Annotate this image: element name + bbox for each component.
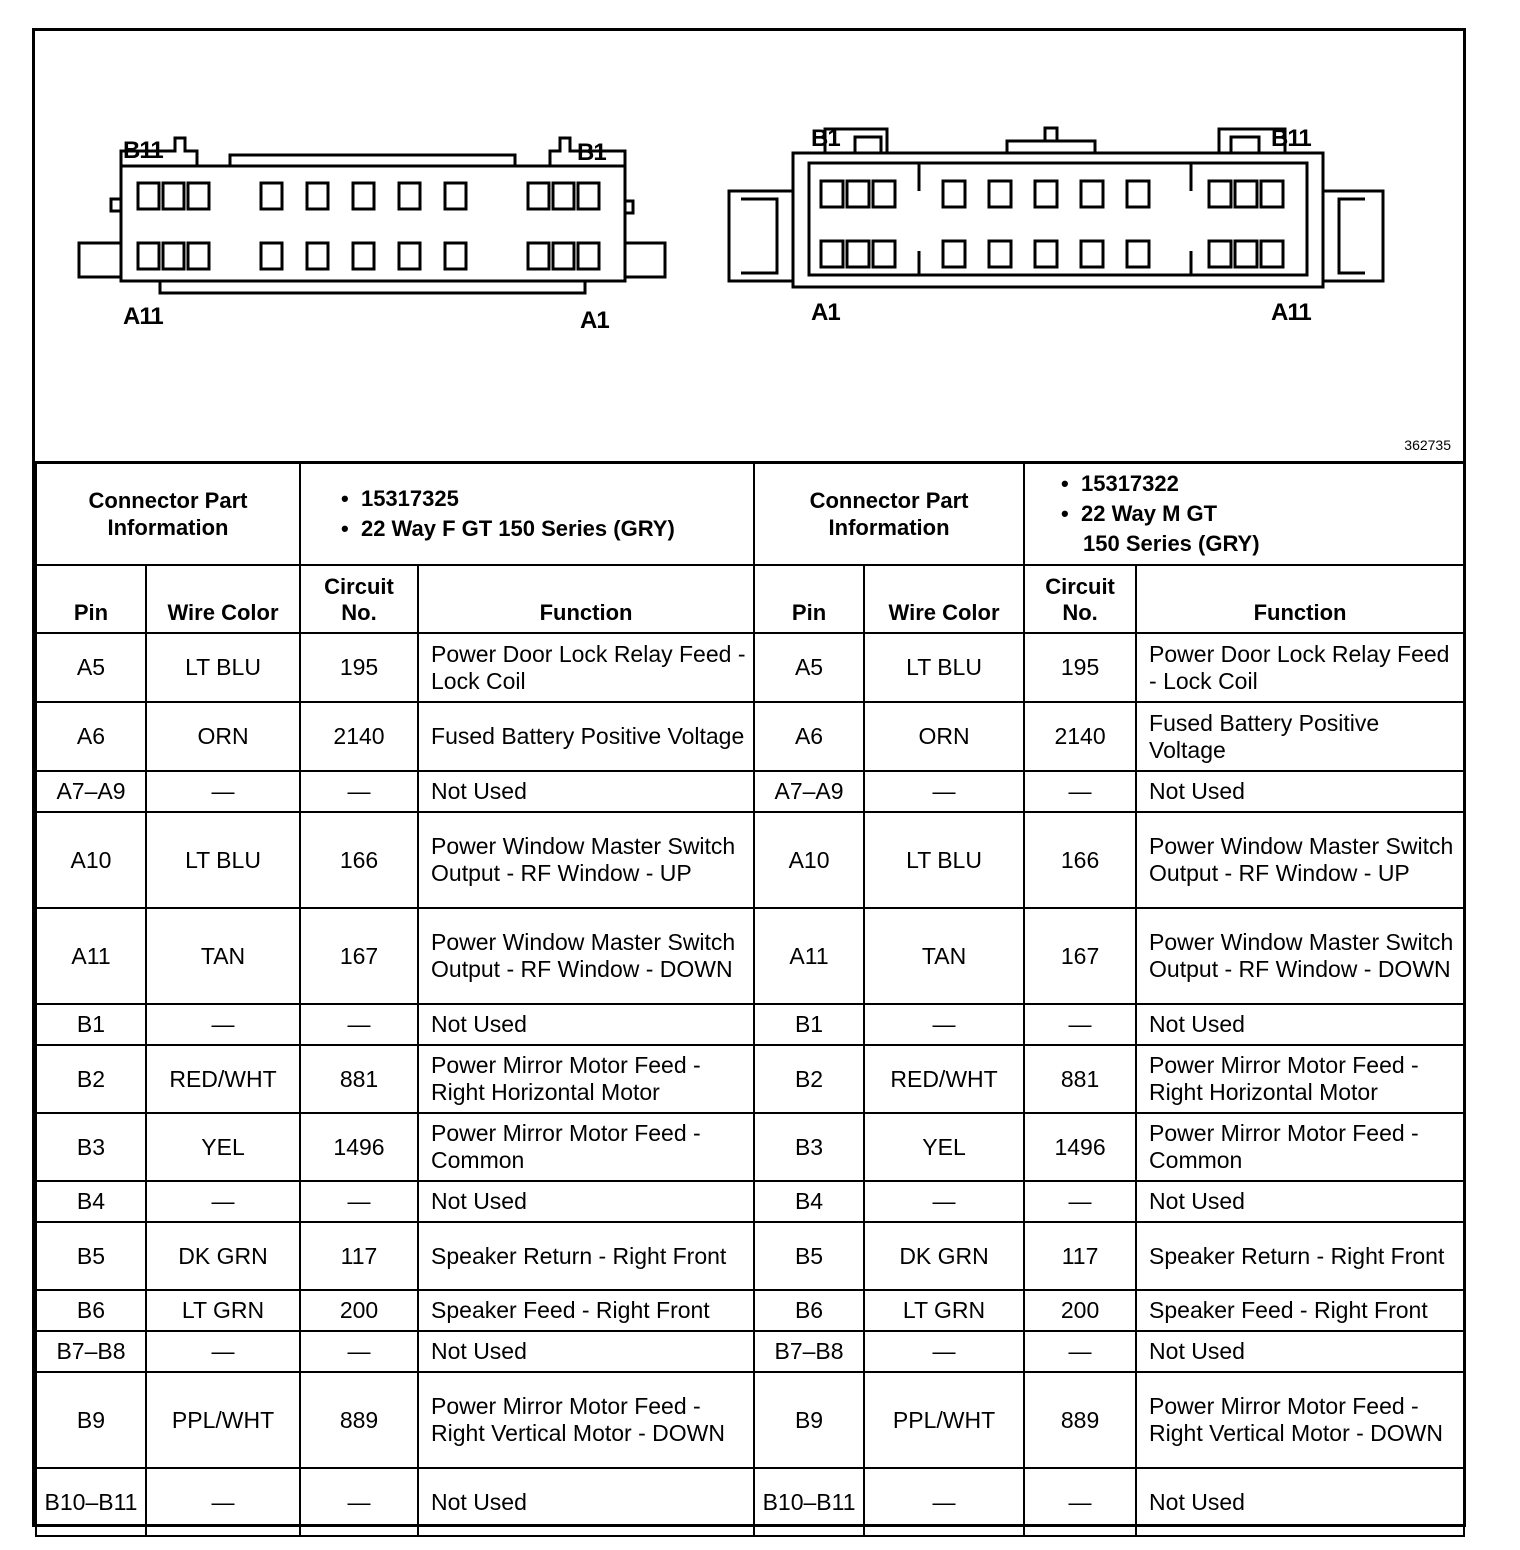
right-part-description-2: 150 Series (GRY) bbox=[1083, 530, 1260, 556]
left-pin-cell: B5 bbox=[36, 1222, 146, 1290]
pinout-sheet bbox=[32, 28, 1466, 1527]
left-wire-cell: DK GRN bbox=[146, 1222, 300, 1290]
connector-cavity bbox=[445, 183, 466, 209]
left-wire-cell: LT GRN bbox=[146, 1290, 300, 1331]
connector-cavity bbox=[847, 181, 869, 207]
left-pin-cell: B10–B11 bbox=[36, 1468, 146, 1536]
connector-cavity bbox=[821, 181, 843, 207]
right-part-number: 15317322 bbox=[1080, 470, 1179, 496]
connector-cavity bbox=[1209, 241, 1231, 267]
left-pin-cell: A6 bbox=[36, 702, 146, 771]
connector-cavity bbox=[821, 241, 843, 267]
right-wire-cell: LT GRN bbox=[864, 1290, 1024, 1331]
right-circuit-cell: 881 bbox=[1024, 1045, 1136, 1113]
left-connector-cavities bbox=[138, 183, 599, 269]
right-pin-header: Pin bbox=[754, 565, 864, 633]
left-wire-cell: — bbox=[146, 1331, 300, 1372]
left-circuit-cell: — bbox=[300, 1004, 418, 1045]
left-function-cell: Not Used bbox=[418, 1468, 754, 1536]
right-function-cell: Power Window Master Switch Output - RF Window - UP bbox=[1136, 812, 1464, 908]
right-function-cell: Power Mirror Motor Feed - Common bbox=[1136, 1113, 1464, 1181]
left-pin-cell: A10 bbox=[36, 812, 146, 908]
left-bottom-left-label: A11 bbox=[123, 303, 163, 330]
right-wire-cell: DK GRN bbox=[864, 1222, 1024, 1290]
table-row bbox=[36, 1372, 1464, 1468]
right-wire-cell: LT BLU bbox=[864, 633, 1024, 702]
right-function-header: Function bbox=[1136, 565, 1464, 633]
connector-cavity bbox=[163, 183, 184, 209]
connector-cavity bbox=[553, 183, 574, 209]
right-wire-cell: — bbox=[864, 1468, 1024, 1536]
right-pin-cell: B9 bbox=[754, 1372, 864, 1468]
left-function-cell: Not Used bbox=[418, 771, 754, 812]
right-wire-cell: — bbox=[864, 1331, 1024, 1372]
table-row bbox=[36, 1290, 1464, 1331]
left-circuit-cell: 881 bbox=[300, 1045, 418, 1113]
connector-cavity bbox=[1081, 181, 1103, 207]
connector-cavity bbox=[138, 243, 159, 269]
left-function-cell: Not Used bbox=[418, 1331, 754, 1372]
left-pin-cell: B1 bbox=[36, 1004, 146, 1045]
left-part-description: 22 Way F GT 150 Series (GRY) bbox=[360, 515, 675, 541]
right-function-cell: Speaker Return - Right Front bbox=[1136, 1222, 1464, 1290]
right-function-cell: Not Used bbox=[1136, 771, 1464, 812]
right-bottom-right-label: A11 bbox=[1271, 299, 1311, 326]
right-wire-cell: — bbox=[864, 1181, 1024, 1222]
left-wire-cell: RED/WHT bbox=[146, 1045, 300, 1113]
left-pin-cell: B3 bbox=[36, 1113, 146, 1181]
connector-cavity bbox=[1261, 241, 1283, 267]
connector-cavity bbox=[353, 243, 374, 269]
connector-cavity bbox=[307, 243, 328, 269]
left-circuit-cell: 166 bbox=[300, 812, 418, 908]
figure-number: 362735 bbox=[1404, 437, 1451, 453]
right-circuit-cell: — bbox=[1024, 1468, 1136, 1536]
right-pin-cell: A7–A9 bbox=[754, 771, 864, 812]
right-pin-cell: B7–B8 bbox=[754, 1331, 864, 1372]
left-wire-cell: — bbox=[146, 1181, 300, 1222]
right-wire-cell: TAN bbox=[864, 908, 1024, 1004]
left-pin-cell: A7–A9 bbox=[36, 771, 146, 812]
connector-cavity bbox=[138, 183, 159, 209]
left-wire-cell: — bbox=[146, 771, 300, 812]
left-function-cell: Power Window Master Switch Output - RF Window - UP bbox=[418, 812, 754, 908]
connector-cavity bbox=[873, 181, 895, 207]
left-part-number: 15317325 bbox=[360, 485, 459, 511]
right-info-details: • 15317322 • 22 Way M GT 150 Series (GRY) bbox=[1024, 462, 1464, 565]
left-wire-cell: ORN bbox=[146, 702, 300, 771]
right-top-right-label: B11 bbox=[1271, 125, 1311, 152]
right-circuit-cell: 1496 bbox=[1024, 1113, 1136, 1181]
left-circuit-cell: 2140 bbox=[300, 702, 418, 771]
connector-cavity bbox=[163, 243, 184, 269]
connector-cavity bbox=[847, 241, 869, 267]
left-function-cell: Speaker Return - Right Front bbox=[418, 1222, 754, 1290]
connector-cavity bbox=[1127, 241, 1149, 267]
right-pin-cell: B1 bbox=[754, 1004, 864, 1045]
left-wire-cell: — bbox=[146, 1004, 300, 1045]
table-row bbox=[36, 1331, 1464, 1372]
connector-cavity bbox=[307, 183, 328, 209]
left-function-cell: Power Mirror Motor Feed - Common bbox=[418, 1113, 754, 1181]
connector-cavity bbox=[1235, 181, 1257, 207]
left-pin-cell: B6 bbox=[36, 1290, 146, 1331]
right-bottom-left-label: A1 bbox=[811, 299, 840, 326]
left-circuit-cell: 195 bbox=[300, 633, 418, 702]
left-circuit-cell: — bbox=[300, 1468, 418, 1536]
left-function-cell: Power Door Lock Relay Feed - Lock Coil bbox=[418, 633, 754, 702]
left-pin-header: Pin bbox=[36, 565, 146, 633]
left-info-label: Connector Part Information bbox=[36, 462, 300, 565]
column-header-row bbox=[36, 565, 1464, 633]
connector-cavity bbox=[943, 241, 965, 267]
right-pin-cell: B4 bbox=[754, 1181, 864, 1222]
left-wire-header: Wire Color bbox=[146, 565, 300, 633]
table-row bbox=[36, 812, 1464, 908]
table-row bbox=[36, 1222, 1464, 1290]
right-wire-cell: YEL bbox=[864, 1113, 1024, 1181]
connector-cavity bbox=[578, 243, 599, 269]
connector-cavity bbox=[578, 183, 599, 209]
right-connector-cavities bbox=[821, 181, 1283, 267]
left-function-header: Function bbox=[418, 565, 754, 633]
left-circuit-cell: 200 bbox=[300, 1290, 418, 1331]
left-wire-cell: — bbox=[146, 1468, 300, 1536]
left-wire-cell: LT BLU bbox=[146, 812, 300, 908]
connector-cavity bbox=[188, 183, 209, 209]
left-wire-cell: LT BLU bbox=[146, 633, 300, 702]
left-pin-cell: B4 bbox=[36, 1181, 146, 1222]
right-circuit-cell: 166 bbox=[1024, 812, 1136, 908]
left-pin-cell: B2 bbox=[36, 1045, 146, 1113]
connector-cavity bbox=[399, 183, 420, 209]
left-top-right-label: B1 bbox=[577, 139, 606, 166]
connector-drawings bbox=[35, 31, 1463, 461]
connector-cavity bbox=[399, 243, 420, 269]
right-part-description-1: 22 Way M GT bbox=[1080, 500, 1218, 526]
right-circuit-cell: 200 bbox=[1024, 1290, 1136, 1331]
left-wire-cell: TAN bbox=[146, 908, 300, 1004]
right-pin-cell: B10–B11 bbox=[754, 1468, 864, 1536]
right-function-cell: Power Mirror Motor Feed - Right Horizontal Motor bbox=[1136, 1045, 1464, 1113]
connector-cavity bbox=[445, 243, 466, 269]
connector-cavity bbox=[1081, 241, 1103, 267]
table-row bbox=[36, 771, 1464, 812]
left-function-cell: Not Used bbox=[418, 1004, 754, 1045]
table-row bbox=[36, 1045, 1464, 1113]
connector-cavity bbox=[989, 241, 1011, 267]
table-row bbox=[36, 702, 1464, 771]
table-row bbox=[36, 1181, 1464, 1222]
left-wire-cell: YEL bbox=[146, 1113, 300, 1181]
right-wire-cell: PPL/WHT bbox=[864, 1372, 1024, 1468]
right-pin-cell: B6 bbox=[754, 1290, 864, 1331]
left-circuit-cell: 167 bbox=[300, 908, 418, 1004]
left-circuit-cell: 117 bbox=[300, 1222, 418, 1290]
right-function-cell: Power Door Lock Relay Feed - Lock Coil bbox=[1136, 633, 1464, 702]
right-circuit-header: Circuit No. bbox=[1024, 565, 1136, 633]
right-function-cell: Power Mirror Motor Feed - Right Vertical Motor - DOWN bbox=[1136, 1372, 1464, 1468]
connector-cavity bbox=[1209, 181, 1231, 207]
connector-cavity bbox=[1235, 241, 1257, 267]
right-circuit-cell: — bbox=[1024, 1331, 1136, 1372]
left-function-cell: Power Window Master Switch Output - RF Window - DOWN bbox=[418, 908, 754, 1004]
connector-cavity bbox=[1261, 181, 1283, 207]
left-circuit-cell: 889 bbox=[300, 1372, 418, 1468]
right-wire-cell: — bbox=[864, 1004, 1024, 1045]
right-wire-cell: LT BLU bbox=[864, 812, 1024, 908]
connector-cavity bbox=[873, 241, 895, 267]
right-circuit-cell: 117 bbox=[1024, 1222, 1136, 1290]
right-circuit-cell: — bbox=[1024, 1181, 1136, 1222]
table-row bbox=[36, 908, 1464, 1004]
right-top-left-label: B1 bbox=[811, 125, 840, 152]
connector-cavity bbox=[989, 181, 1011, 207]
left-pin-cell: A5 bbox=[36, 633, 146, 702]
right-info-label: Connector Part Information bbox=[754, 462, 1024, 565]
right-pin-cell: B3 bbox=[754, 1113, 864, 1181]
left-circuit-cell: — bbox=[300, 1181, 418, 1222]
left-top-left-label: B11 bbox=[123, 137, 163, 164]
right-circuit-cell: — bbox=[1024, 771, 1136, 812]
right-function-cell: Speaker Feed - Right Front bbox=[1136, 1290, 1464, 1331]
right-wire-cell: RED/WHT bbox=[864, 1045, 1024, 1113]
connector-cavity bbox=[1127, 181, 1149, 207]
right-function-cell: Not Used bbox=[1136, 1468, 1464, 1536]
connector-cavity bbox=[261, 183, 282, 209]
table-row bbox=[36, 633, 1464, 702]
pinout-table bbox=[35, 461, 1465, 1537]
right-pin-cell: B5 bbox=[754, 1222, 864, 1290]
connector-cavity bbox=[1035, 181, 1057, 207]
connector-cavity bbox=[528, 243, 549, 269]
right-function-cell: Power Window Master Switch Output - RF Window - DOWN bbox=[1136, 908, 1464, 1004]
connector-cavity bbox=[553, 243, 574, 269]
right-pin-cell: B2 bbox=[754, 1045, 864, 1113]
left-pin-cell: A11 bbox=[36, 908, 146, 1004]
table-row bbox=[36, 1004, 1464, 1045]
right-wire-cell: ORN bbox=[864, 702, 1024, 771]
connector-cavity bbox=[261, 243, 282, 269]
table-row bbox=[36, 1468, 1464, 1536]
right-wire-header: Wire Color bbox=[864, 565, 1024, 633]
right-circuit-cell: — bbox=[1024, 1004, 1136, 1045]
right-circuit-cell: 167 bbox=[1024, 908, 1136, 1004]
connector-cavity bbox=[943, 181, 965, 207]
left-pin-cell: B7–B8 bbox=[36, 1331, 146, 1372]
left-function-cell: Speaker Feed - Right Front bbox=[418, 1290, 754, 1331]
right-circuit-cell: 2140 bbox=[1024, 702, 1136, 771]
left-bottom-right-label: A1 bbox=[580, 307, 609, 334]
connector-cavity bbox=[528, 183, 549, 209]
right-function-cell: Not Used bbox=[1136, 1181, 1464, 1222]
left-wire-cell: PPL/WHT bbox=[146, 1372, 300, 1468]
right-pin-cell: A11 bbox=[754, 908, 864, 1004]
connector-cavity bbox=[353, 183, 374, 209]
right-pin-cell: A10 bbox=[754, 812, 864, 908]
right-pin-cell: A6 bbox=[754, 702, 864, 771]
left-circuit-cell: — bbox=[300, 1331, 418, 1372]
connector-info-row bbox=[36, 462, 1464, 565]
connector-cavity bbox=[1035, 241, 1057, 267]
left-function-cell: Not Used bbox=[418, 1181, 754, 1222]
left-circuit-cell: — bbox=[300, 771, 418, 812]
right-function-cell: Not Used bbox=[1136, 1331, 1464, 1372]
connector-diagram bbox=[35, 31, 1463, 464]
left-function-cell: Power Mirror Motor Feed - Right Vertical Motor - DOWN bbox=[418, 1372, 754, 1468]
right-function-cell: Fused Battery Positive Voltage bbox=[1136, 702, 1464, 771]
left-circuit-cell: 1496 bbox=[300, 1113, 418, 1181]
right-wire-cell: — bbox=[864, 771, 1024, 812]
right-pin-cell: A5 bbox=[754, 633, 864, 702]
connector-cavity bbox=[188, 243, 209, 269]
right-function-cell: Not Used bbox=[1136, 1004, 1464, 1045]
right-circuit-cell: 195 bbox=[1024, 633, 1136, 702]
left-circuit-header: Circuit No. bbox=[300, 565, 418, 633]
table-row bbox=[36, 1113, 1464, 1181]
left-info-details: • 15317325 • 22 Way F GT 150 Series (GRY) bbox=[300, 462, 754, 565]
left-pin-cell: B9 bbox=[36, 1372, 146, 1468]
left-function-cell: Fused Battery Positive Voltage bbox=[418, 702, 754, 771]
right-circuit-cell: 889 bbox=[1024, 1372, 1136, 1468]
left-function-cell: Power Mirror Motor Feed - Right Horizontal Motor bbox=[418, 1045, 754, 1113]
